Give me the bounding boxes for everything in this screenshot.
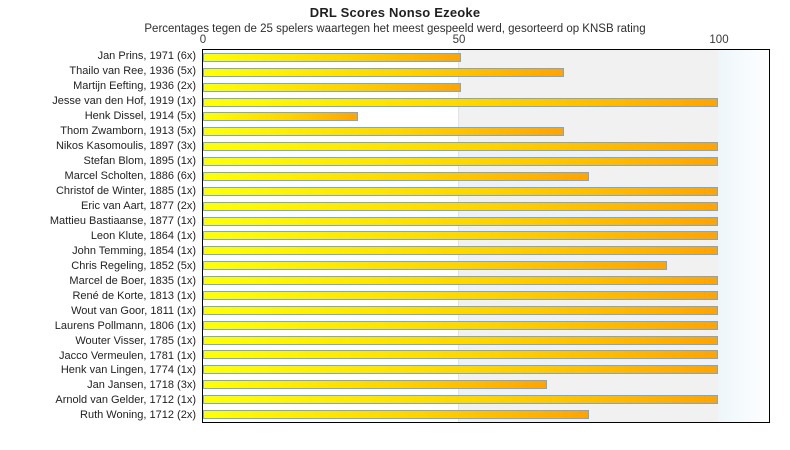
bar-row <box>203 110 769 125</box>
y-axis-label: Henk Dissel, 1914 (5x) <box>84 110 196 123</box>
bar <box>203 217 718 226</box>
x-axis-tick-50: 50 <box>452 34 466 46</box>
y-axis-labels <box>0 49 196 423</box>
bar <box>203 112 358 121</box>
y-axis-label: Leon Klute, 1864 (1x) <box>90 229 196 242</box>
bar-row <box>203 80 769 95</box>
bar <box>203 231 718 240</box>
bar-row <box>203 273 769 288</box>
chart-title: DRL Scores Nonso Ezeoke <box>309 5 481 20</box>
x-axis-tick-100: 100 <box>709 34 729 46</box>
bar-row <box>203 303 769 318</box>
bar-row <box>203 214 769 229</box>
y-axis-label: Henk van Lingen, 1774 (1x) <box>60 364 196 377</box>
bar-row <box>203 154 769 169</box>
y-axis-label: Ruth Woning, 1712 (2x) <box>80 409 196 422</box>
y-axis-label: Laurens Pollmann, 1806 (1x) <box>54 319 196 332</box>
bar-row <box>203 139 769 154</box>
y-axis-label: John Temming, 1854 (1x) <box>72 244 196 257</box>
bar <box>203 306 718 315</box>
bar-row <box>203 184 769 199</box>
y-axis-label: Christof de Winter, 1885 (1x) <box>55 185 196 198</box>
bar-row <box>203 407 769 422</box>
y-axis-label: Thom Zwamborn, 1913 (5x) <box>60 125 196 138</box>
bar-row <box>203 318 769 333</box>
y-axis-label: Wout van Goor, 1811 (1x) <box>71 304 196 317</box>
y-axis-label: Marcel Scholten, 1886 (6x) <box>64 170 196 183</box>
y-axis-label: Mattieu Bastiaanse, 1877 (1x) <box>49 214 196 227</box>
bar <box>203 380 547 389</box>
bar-row <box>203 362 769 377</box>
bar-row <box>203 392 769 407</box>
bar <box>203 53 461 62</box>
y-axis-label: Jan Jansen, 1718 (3x) <box>87 379 196 392</box>
bar <box>203 246 718 255</box>
bar-row <box>203 243 769 258</box>
bar <box>203 68 564 77</box>
bar <box>203 395 718 404</box>
y-axis-label: Jacco Vermeulen, 1781 (1x) <box>59 349 196 362</box>
bar <box>203 98 718 107</box>
bar-row <box>203 348 769 363</box>
bar <box>203 276 718 285</box>
bar-row <box>203 288 769 303</box>
y-axis-label: Wouter Visser, 1785 (1x) <box>75 334 196 347</box>
bar <box>203 157 718 166</box>
bar-row <box>203 229 769 244</box>
y-axis-label: Nikos Kasomoulis, 1897 (3x) <box>55 140 196 153</box>
y-axis-label: Arnold van Gelder, 1712 (1x) <box>55 394 196 407</box>
bar <box>203 291 718 300</box>
bar-row <box>203 258 769 273</box>
bar <box>203 142 718 151</box>
y-axis-label: Jesse van den Hof, 1919 (1x) <box>52 95 196 108</box>
bar-row <box>203 50 769 65</box>
bar <box>203 365 718 374</box>
bar <box>203 83 461 92</box>
bar <box>203 336 718 345</box>
bar-row <box>203 169 769 184</box>
bar <box>203 410 589 419</box>
bar-row <box>203 377 769 392</box>
y-axis-label: Chris Regeling, 1852 (5x) <box>71 259 196 272</box>
bar-row <box>203 333 769 348</box>
bar <box>203 350 718 359</box>
bar-row <box>203 65 769 80</box>
y-axis-label: Marcel de Boer, 1835 (1x) <box>69 274 196 287</box>
y-axis-label: Thailo van Ree, 1936 (5x) <box>69 65 196 78</box>
bar-row <box>203 124 769 139</box>
y-axis-label: Eric van Aart, 1877 (2x) <box>81 200 196 212</box>
x-axis-tick-0: 0 <box>199 34 207 46</box>
bar-rows <box>203 50 769 422</box>
y-axis-label: Jan Prins, 1971 (6x) <box>97 50 196 63</box>
y-axis-label: René de Korte, 1813 (1x) <box>72 289 196 302</box>
bar <box>203 187 718 196</box>
bar <box>203 261 667 270</box>
bar <box>203 202 718 211</box>
bar-row <box>203 95 769 110</box>
bar-row <box>203 199 769 214</box>
y-axis-label: Martijn Eefting, 1936 (2x) <box>73 80 196 93</box>
chart-subtitle: Percentages tegen de 25 spelers waartegen het meest gespeeld werd, gesorteerd op KNSB rating <box>144 23 646 35</box>
bar <box>203 172 589 181</box>
y-axis-label: Stefan Blom, 1895 (1x) <box>83 155 196 168</box>
plot-area <box>202 49 770 423</box>
bar <box>203 321 718 330</box>
bar <box>203 127 564 136</box>
